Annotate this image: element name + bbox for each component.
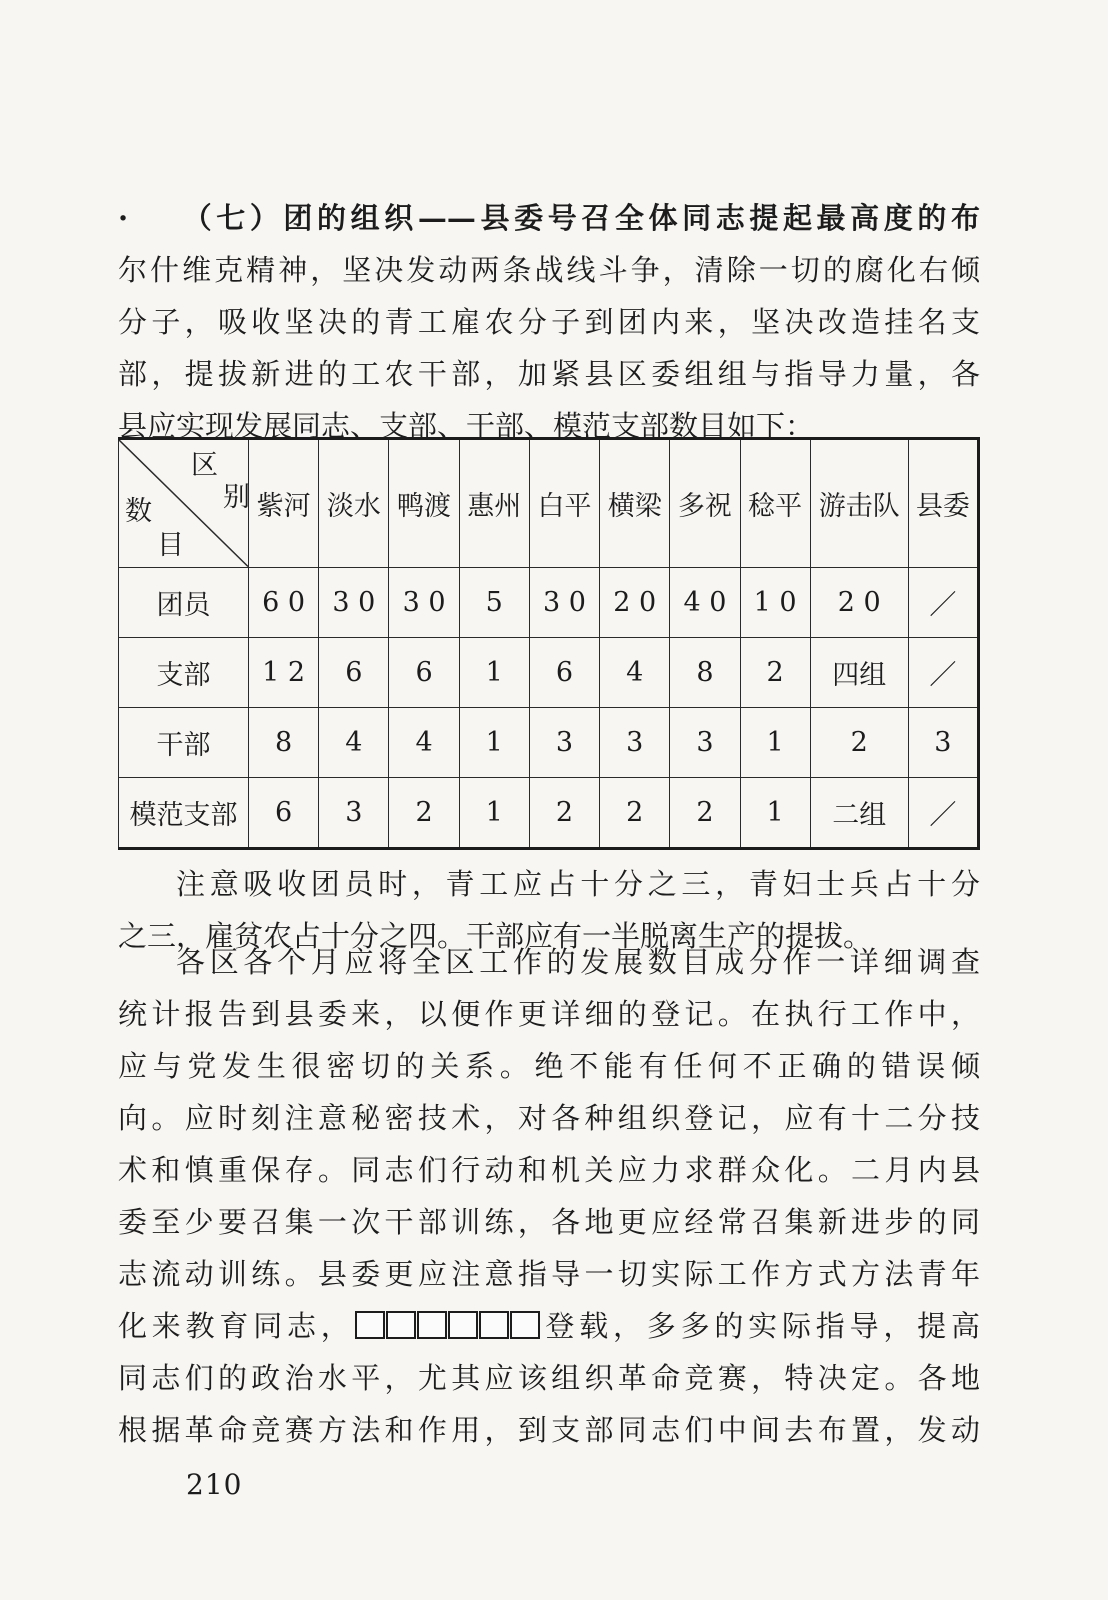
table-row [119, 637, 979, 707]
column-header: 惠州 [459, 440, 529, 567]
statistics-table [118, 437, 980, 850]
intro-line: 尔什维克精神，坚决发动两条战线斗争，清除一切的腐化右倾 [118, 253, 980, 287]
table-cell: 1 [459, 707, 529, 777]
corner-label-left: 数 [125, 496, 152, 527]
column-header: 紫河 [249, 440, 319, 567]
table-cell: 2 [670, 778, 740, 847]
table-cell: 3 0 [529, 567, 599, 637]
table-cell: 6 [389, 637, 459, 707]
table-cell: 6 [529, 637, 599, 707]
intro-paragraph [118, 192, 980, 452]
table-cell: 5 [459, 567, 529, 637]
table-corner-cell [119, 440, 249, 567]
row-label: 干部 [119, 707, 249, 777]
table-cell: 2 [389, 778, 459, 847]
table-cell: 1 [459, 637, 529, 707]
intro-line: 分子，吸收坚决的青工雇农分子到团内来，坚决改造挂名支 [118, 305, 980, 339]
table-cell: 6 [319, 637, 389, 707]
illegible-char-box [448, 1311, 478, 1339]
table-cell: ／ [908, 567, 978, 637]
table-cell: ／ [908, 637, 978, 707]
column-header: 淡水 [319, 440, 389, 567]
column-header: 县委 [908, 440, 978, 567]
intro-line: 县应实现发展同志、支部、干部、模范支部数目如下： [118, 409, 815, 443]
body-line: 根据革命竞赛方法和作用，到支部同志们中间去布置，发动 [118, 1413, 980, 1447]
body-line: 各区各个月应将全区工作的发展数目成分作一详细调查 [176, 945, 980, 979]
body-line: 同志们的政治水平，尤其应该组织革命竞赛，特决定。各地 [118, 1361, 980, 1395]
section-heading-line: · （七）团的组织——县委号召全体同志提起最高度的布 [118, 192, 980, 244]
note-line: 之三，雇贫农占十分之四。干部应有一半脱离生产的提拔。 [118, 919, 873, 953]
corner-label-top: 区 [191, 450, 218, 481]
illegible-char-box [386, 1311, 416, 1339]
column-header: 稔平 [740, 440, 810, 567]
body-paragraph [118, 936, 980, 1456]
column-header: 白平 [529, 440, 599, 567]
body-line: 志流动训练。县委更应注意指导一切实际工作方式方法青年 [118, 1257, 980, 1291]
illegible-char-box [510, 1311, 540, 1339]
margin-dot: · [118, 201, 129, 235]
table-cell: 3 [908, 707, 978, 777]
table-header-row [119, 440, 979, 567]
body-line: 委至少要召集一次干部训练，各地更应经常召集新进步的同 [118, 1205, 980, 1239]
note-line: 注意吸收团员时，青工应占十分之三，青妇士兵占十分 [176, 867, 980, 901]
body-line: 统计报告到县委来，以便作更详细的登记。在执行工作中， [118, 997, 980, 1031]
table-cell: 2 [600, 778, 670, 847]
table-cell: 3 0 [389, 567, 459, 637]
illegible-char-box [355, 1311, 385, 1339]
table-cell: 3 [529, 707, 599, 777]
table-cell: ／ [908, 778, 978, 847]
intro-line: 部，提拔新进的工农干部，加紧县区委组组与指导力量，各 [118, 357, 980, 391]
table-cell: 4 [389, 707, 459, 777]
table-cell: 3 [600, 707, 670, 777]
row-label: 模范支部 [119, 778, 249, 847]
table-cell: 3 [319, 778, 389, 847]
column-header: 多祝 [670, 440, 740, 567]
table-cell: 1 0 [740, 567, 810, 637]
illegible-char-box [417, 1311, 447, 1339]
table-cell: 1 [740, 707, 810, 777]
table-row [119, 707, 979, 777]
row-label: 支部 [119, 637, 249, 707]
table-cell: 4 0 [670, 567, 740, 637]
corner-label-bottom: 目 [157, 530, 184, 561]
table-cell: 4 [319, 707, 389, 777]
table-cell: 二组 [810, 778, 908, 847]
body-line: 向。应时刻注意秘密技术，对各种组织登记，应有十二分技 [118, 1101, 980, 1135]
table-cell: 2 0 [600, 567, 670, 637]
table-cell: 6 [249, 778, 319, 847]
column-header: 横梁 [600, 440, 670, 567]
table-cell: 6 0 [249, 567, 319, 637]
corner-label-top2: 别 [223, 482, 250, 513]
column-header: 鸭渡 [389, 440, 459, 567]
table-cell: 3 0 [319, 567, 389, 637]
body-line: 应与党发生很密切的关系。绝不能有任何不正确的错误倾 [118, 1049, 980, 1083]
column-header: 游击队 [810, 440, 908, 567]
table-row [119, 567, 979, 637]
table-cell: 3 [670, 707, 740, 777]
table-row [119, 778, 979, 847]
table-cell: 1 [740, 778, 810, 847]
table-cell: 1 2 [249, 637, 319, 707]
table-cell: 2 [810, 707, 908, 777]
table-cell: 1 [459, 778, 529, 847]
body-line-with-gap: 化来教育同志， 登载，多多的实际指导，提高 [118, 1309, 980, 1343]
page-number: 210 [186, 1468, 243, 1501]
table-cell: 2 0 [810, 567, 908, 637]
table-cell: 4 [600, 637, 670, 707]
illegible-char-box [479, 1311, 509, 1339]
illegible-characters [355, 1309, 541, 1343]
table-cell: 8 [670, 637, 740, 707]
table-cell: 2 [529, 778, 599, 847]
table-cell: 四组 [810, 637, 908, 707]
row-label: 团员 [119, 567, 249, 637]
table-cell: 8 [249, 707, 319, 777]
body-line: 术和慎重保存。同志们行动和机关应力求群众化。二月内县 [118, 1153, 980, 1187]
table-cell: 2 [740, 637, 810, 707]
